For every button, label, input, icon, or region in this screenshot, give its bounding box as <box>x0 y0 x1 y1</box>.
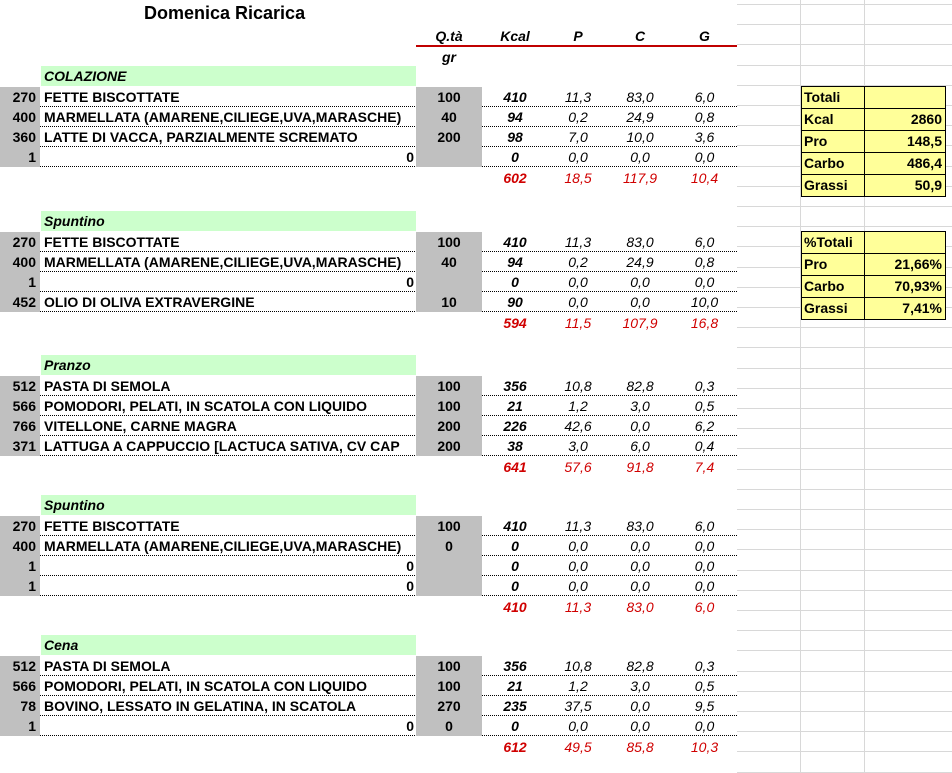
section-header[interactable]: COLAZIONE <box>41 66 416 86</box>
section-header[interactable]: Spuntino <box>41 211 416 231</box>
quantity-cell[interactable]: 100 <box>416 396 482 416</box>
fat-cell[interactable]: 6,2 <box>694 418 715 434</box>
food-row[interactable] <box>0 127 737 147</box>
food-code-cell[interactable]: 1 <box>0 716 40 736</box>
total-kcal[interactable]: 602 <box>503 170 527 186</box>
protein-cell[interactable]: 11,3 <box>564 518 592 534</box>
fat-cell[interactable]: 0,0 <box>694 718 715 734</box>
carb-cell[interactable]: 0,0 <box>630 294 650 310</box>
header-kcal[interactable]: Kcal <box>500 28 530 44</box>
percent-label: Carbo <box>804 278 845 294</box>
totals-row[interactable] <box>802 131 945 153</box>
protein-cell[interactable]: 10,8 <box>564 658 592 674</box>
grid-row-line <box>737 610 952 611</box>
carb-cell[interactable]: 0,0 <box>630 558 650 574</box>
fat-cell[interactable]: 9,5 <box>694 698 715 714</box>
food-code-cell[interactable]: 360 <box>0 127 40 147</box>
header-qty[interactable]: Q.tà <box>435 28 463 44</box>
grid-row-line <box>737 206 952 207</box>
food-code-cell[interactable]: 270 <box>0 87 40 107</box>
quantity-cell[interactable]: 100 <box>416 656 482 676</box>
totals-row[interactable] <box>802 153 945 175</box>
total-protein[interactable]: 11,5 <box>564 315 592 331</box>
grid-row-line <box>737 529 952 530</box>
kcal-cell[interactable]: 94 <box>507 254 523 270</box>
grid-row-line <box>737 44 952 45</box>
protein-cell[interactable]: 11,3 <box>564 89 592 105</box>
section-header[interactable]: Pranzo <box>41 355 416 375</box>
header-g[interactable]: G <box>699 28 710 44</box>
fat-cell[interactable]: 0,0 <box>694 274 715 290</box>
carb-cell[interactable]: 0,0 <box>630 149 650 165</box>
food-code-cell[interactable]: 270 <box>0 516 40 536</box>
header-c[interactable]: C <box>634 28 646 44</box>
fat-cell[interactable]: 0,5 <box>694 678 715 694</box>
carb-cell[interactable]: 3,0 <box>630 678 650 694</box>
percent-header: %Totali <box>804 234 853 250</box>
quantity-cell[interactable]: 100 <box>416 87 482 107</box>
fat-cell[interactable]: 6,0 <box>694 89 715 105</box>
grid-row-line <box>737 509 952 510</box>
protein-cell[interactable]: 0,0 <box>568 578 588 594</box>
quantity-cell[interactable]: 100 <box>416 516 482 536</box>
protein-cell[interactable]: 11,3 <box>564 234 592 250</box>
grid-row-line <box>737 489 952 490</box>
totals-label: Carbo <box>804 155 845 171</box>
percent-box <box>801 231 946 320</box>
food-name-cell[interactable]: POMODORI, PELATI, IN SCATOLA CON LIQUIDO <box>44 398 368 414</box>
grid-row-line <box>737 570 952 571</box>
grid-row-line <box>737 630 952 631</box>
food-code-cell[interactable]: 452 <box>0 292 40 312</box>
carb-cell[interactable]: 83,0 <box>626 234 654 250</box>
food-code-cell[interactable]: 1 <box>0 272 40 292</box>
protein-cell[interactable]: 7,0 <box>568 129 588 145</box>
food-name-cell[interactable]: PASTA DI SEMOLA <box>44 378 171 394</box>
carb-cell[interactable]: 83,0 <box>626 518 654 534</box>
grid-row-line <box>737 65 952 66</box>
total-carb[interactable]: 117,9 <box>623 170 657 186</box>
quantity-cell[interactable] <box>416 272 482 292</box>
section-total-row <box>482 737 737 757</box>
total-fat[interactable]: 10,3 <box>690 739 719 755</box>
carb-cell[interactable]: 0,0 <box>630 578 650 594</box>
food-code-cell[interactable]: 512 <box>0 376 40 396</box>
quantity-cell[interactable]: 100 <box>416 232 482 252</box>
food-row[interactable] <box>0 252 737 272</box>
grid-row-line <box>737 731 952 732</box>
food-row[interactable] <box>0 87 737 107</box>
carb-cell[interactable]: 83,0 <box>626 89 654 105</box>
food-row[interactable] <box>0 696 737 716</box>
quantity-cell[interactable]: 0 <box>416 536 482 556</box>
food-name-cell[interactable]: PASTA DI SEMOLA <box>44 658 171 674</box>
carb-cell[interactable]: 0,0 <box>630 274 650 290</box>
protein-cell[interactable]: 10,8 <box>564 378 592 394</box>
quantity-cell[interactable]: 200 <box>416 416 482 436</box>
food-code-cell[interactable]: 1 <box>0 576 40 596</box>
header-p[interactable]: P <box>573 28 583 44</box>
percent-value: 7,41% <box>902 300 942 316</box>
carb-cell[interactable]: 0,0 <box>630 718 650 734</box>
grid-row-line <box>737 691 952 692</box>
food-code-cell[interactable]: 566 <box>0 396 40 416</box>
quantity-cell[interactable]: 100 <box>416 376 482 396</box>
protein-cell[interactable]: 0,0 <box>568 718 588 734</box>
fat-cell[interactable]: 6,0 <box>694 234 715 250</box>
food-row[interactable] <box>0 292 737 312</box>
kcal-cell[interactable]: 410 <box>503 89 527 105</box>
carb-cell[interactable]: 82,8 <box>626 658 654 674</box>
food-row[interactable] <box>0 436 737 456</box>
food-code-cell[interactable]: 371 <box>0 436 40 456</box>
grid-row-line <box>737 671 952 672</box>
food-code-cell[interactable]: 270 <box>0 232 40 252</box>
grid-row-line <box>737 590 952 591</box>
food-name-cell[interactable]: MARMELLATA (AMARENE,CILIEGE,UVA,MARASCHE) <box>44 109 402 125</box>
protein-cell[interactable]: 0,0 <box>568 538 588 554</box>
food-row[interactable] <box>0 676 737 696</box>
totals-header-row[interactable] <box>802 87 945 109</box>
protein-cell[interactable]: 0,0 <box>568 149 588 165</box>
grid-row-line <box>737 368 952 369</box>
carb-cell[interactable]: 0,0 <box>630 698 650 714</box>
food-name-cell[interactable]: FETTE BISCOTTATE <box>44 89 180 105</box>
protein-cell[interactable]: 0,0 <box>568 558 588 574</box>
kcal-cell[interactable]: 0 <box>511 149 519 165</box>
quantity-cell[interactable] <box>416 576 482 596</box>
food-row[interactable] <box>0 416 737 436</box>
carb-cell[interactable]: 82,8 <box>626 378 654 394</box>
kcal-cell[interactable]: 0 <box>511 558 519 574</box>
kcal-cell[interactable]: 356 <box>503 378 527 394</box>
protein-cell[interactable]: 0,0 <box>568 274 588 290</box>
quantity-cell[interactable] <box>416 147 482 167</box>
kcal-cell[interactable]: 410 <box>503 234 527 250</box>
food-row[interactable] <box>0 147 737 167</box>
total-fat[interactable]: 6,0 <box>694 599 715 615</box>
kcal-cell[interactable]: 356 <box>503 658 527 674</box>
food-code-cell[interactable]: 566 <box>0 676 40 696</box>
food-name-cell[interactable]: 0 <box>406 558 414 574</box>
food-code-cell[interactable]: 512 <box>0 656 40 676</box>
section-total-row <box>482 313 737 333</box>
food-name-cell[interactable]: LATTE DI VACCA, PARZIALMENTE SCREMATO <box>44 129 358 145</box>
food-row[interactable] <box>0 516 737 536</box>
totals-header: Totali <box>804 89 841 105</box>
grid-row-line <box>737 650 952 651</box>
food-name-cell[interactable]: 0 <box>406 149 414 165</box>
percent-row[interactable] <box>802 298 945 319</box>
total-kcal[interactable]: 612 <box>503 739 527 755</box>
quantity-cell[interactable]: 200 <box>416 127 482 147</box>
food-name-cell[interactable]: POMODORI, PELATI, IN SCATOLA CON LIQUIDO <box>44 678 368 694</box>
kcal-cell[interactable]: 94 <box>507 109 523 125</box>
food-name-cell[interactable]: MARMELLATA (AMARENE,CILIEGE,UVA,MARASCHE) <box>44 254 402 270</box>
percent-row[interactable] <box>802 276 945 298</box>
protein-cell[interactable]: 3,0 <box>568 438 588 454</box>
total-protein[interactable]: 49,5 <box>564 739 592 755</box>
protein-cell[interactable]: 1,2 <box>568 678 588 694</box>
total-kcal[interactable]: 410 <box>503 599 527 615</box>
quantity-cell[interactable]: 0 <box>416 716 482 736</box>
food-name-cell[interactable]: MARMELLATA (AMARENE,CILIEGE,UVA,MARASCHE) <box>44 538 402 554</box>
totals-value: 486,4 <box>906 155 942 171</box>
total-kcal[interactable]: 641 <box>503 459 527 475</box>
quantity-cell[interactable]: 270 <box>416 696 482 716</box>
section-header[interactable]: Cena <box>41 635 416 655</box>
food-code-cell[interactable]: 766 <box>0 416 40 436</box>
protein-cell[interactable]: 0,2 <box>568 109 588 125</box>
percent-label: Pro <box>804 256 828 272</box>
percent-header-row[interactable] <box>802 232 945 254</box>
fat-cell[interactable]: 0,0 <box>694 558 715 574</box>
kcal-cell[interactable]: 0 <box>511 718 519 734</box>
grid-row-line <box>737 226 952 227</box>
kcal-cell[interactable]: 0 <box>511 274 519 290</box>
grid-row-line <box>737 469 952 470</box>
totals-row[interactable] <box>802 175 945 196</box>
percent-value: 70,93% <box>894 278 942 294</box>
food-code-cell[interactable]: 1 <box>0 147 40 167</box>
grid-row-line <box>737 24 952 25</box>
food-name-cell[interactable]: LATTUGA A CAPPUCCIO [LACTUCA SATIVA, CV CAP <box>44 438 400 454</box>
food-row[interactable] <box>0 576 737 596</box>
carb-cell[interactable]: 24,9 <box>626 254 654 270</box>
total-kcal[interactable]: 594 <box>503 315 527 331</box>
total-protein[interactable]: 18,5 <box>564 170 592 186</box>
carb-cell[interactable]: 24,9 <box>626 109 654 125</box>
food-code-cell[interactable]: 400 <box>0 107 40 127</box>
quantity-cell[interactable]: 10 <box>416 292 482 312</box>
total-carb[interactable]: 107,9 <box>622 315 658 331</box>
quantity-cell[interactable]: 200 <box>416 436 482 456</box>
food-code-cell[interactable]: 1 <box>0 556 40 576</box>
grid-row-line <box>737 347 952 348</box>
sheet-title: Domenica Ricarica <box>144 3 306 23</box>
food-row[interactable] <box>0 716 737 736</box>
total-carb[interactable]: 91,8 <box>626 459 654 475</box>
protein-cell[interactable]: 42,6 <box>564 418 592 434</box>
carb-cell[interactable]: 3,0 <box>630 398 650 414</box>
total-carb[interactable]: 85,8 <box>626 739 654 755</box>
food-code-cell[interactable]: 78 <box>0 696 40 716</box>
food-name-cell[interactable]: BOVINO, LESSATO IN GELATINA, IN SCATOLA <box>44 698 357 714</box>
total-carb[interactable]: 83,0 <box>626 599 654 615</box>
header-underline <box>416 45 737 47</box>
fat-cell[interactable]: 6,0 <box>694 518 715 534</box>
quantity-cell[interactable]: 100 <box>416 676 482 696</box>
fat-cell[interactable]: 3,6 <box>694 129 715 145</box>
protein-cell[interactable]: 0,2 <box>568 254 588 270</box>
total-fat[interactable]: 16,8 <box>690 315 719 331</box>
food-row[interactable] <box>0 232 737 252</box>
kcal-cell[interactable]: 0 <box>511 538 519 554</box>
totals-row[interactable] <box>802 109 945 131</box>
grid-row-line <box>737 549 952 550</box>
kcal-cell[interactable]: 235 <box>503 698 527 714</box>
fat-cell[interactable]: 0,0 <box>694 578 715 594</box>
quantity-cell[interactable] <box>416 556 482 576</box>
fat-cell[interactable]: 0,3 <box>694 378 715 394</box>
fat-cell[interactable]: 0,8 <box>694 254 715 270</box>
food-row[interactable] <box>0 107 737 127</box>
food-name-cell[interactable]: FETTE BISCOTTATE <box>44 518 180 534</box>
section-total-row <box>482 457 737 477</box>
food-name-cell[interactable]: FETTE BISCOTTATE <box>44 234 180 250</box>
kcal-cell[interactable]: 226 <box>503 418 527 434</box>
grid-row-line <box>737 428 952 429</box>
quantity-cell[interactable]: 40 <box>416 107 482 127</box>
food-row[interactable] <box>0 376 737 396</box>
fat-cell[interactable]: 0,0 <box>694 538 715 554</box>
fat-cell[interactable]: 0,4 <box>694 438 715 454</box>
totals-label: Pro <box>804 133 828 149</box>
food-code-cell[interactable]: 400 <box>0 536 40 556</box>
grid-row-line <box>737 4 952 5</box>
protein-cell[interactable]: 37,5 <box>564 698 592 714</box>
header-unit[interactable]: gr <box>442 49 456 65</box>
food-row[interactable] <box>0 536 737 556</box>
grid-row-line <box>737 327 952 328</box>
section-total-row <box>482 168 737 188</box>
carb-cell[interactable]: 0,0 <box>630 538 650 554</box>
food-name-cell[interactable]: 0 <box>406 718 414 734</box>
food-row[interactable] <box>0 396 737 416</box>
grid-row-line <box>737 408 952 409</box>
percent-row[interactable] <box>802 254 945 276</box>
kcal-cell[interactable]: 410 <box>503 518 527 534</box>
food-row[interactable] <box>0 556 737 576</box>
food-row[interactable] <box>0 272 737 292</box>
carb-cell[interactable]: 6,0 <box>630 438 650 454</box>
grid-row-line <box>737 448 952 449</box>
food-row[interactable] <box>0 656 737 676</box>
food-code-cell[interactable]: 400 <box>0 252 40 272</box>
carb-cell[interactable]: 0,0 <box>630 418 650 434</box>
kcal-cell[interactable]: 21 <box>507 398 523 414</box>
fat-cell[interactable]: 10,0 <box>690 294 719 310</box>
total-protein[interactable]: 57,6 <box>564 459 592 475</box>
quantity-cell[interactable]: 40 <box>416 252 482 272</box>
protein-cell[interactable]: 0,0 <box>568 294 588 310</box>
grid-row-line <box>737 711 952 712</box>
food-name-cell[interactable]: 0 <box>406 578 414 594</box>
kcal-cell[interactable]: 21 <box>507 678 523 694</box>
protein-cell[interactable]: 1,2 <box>568 398 588 414</box>
total-protein[interactable]: 11,3 <box>564 599 592 615</box>
grid-row-line <box>737 388 952 389</box>
totals-value: 2860 <box>910 111 942 127</box>
total-fat[interactable]: 7,4 <box>694 459 715 475</box>
fat-cell[interactable]: 0,3 <box>694 658 715 674</box>
percent-value: 21,66% <box>894 256 942 272</box>
percent-label: Grassi <box>804 300 848 316</box>
totals-value: 50,9 <box>914 177 942 193</box>
kcal-cell[interactable]: 0 <box>511 578 519 594</box>
totals-label: Grassi <box>804 177 848 193</box>
fat-cell[interactable]: 0,8 <box>694 109 715 125</box>
kcal-cell[interactable]: 98 <box>507 129 523 145</box>
carb-cell[interactable]: 10,0 <box>626 129 654 145</box>
totals-box <box>801 86 946 197</box>
grid-row-line <box>737 751 952 752</box>
totals-label: Kcal <box>804 111 834 127</box>
food-name-cell[interactable]: OLIO DI OLIVA EXTRAVERGINE <box>44 294 255 310</box>
section-header[interactable]: Spuntino <box>41 495 416 515</box>
fat-cell[interactable]: 0,0 <box>694 149 715 165</box>
food-name-cell[interactable]: 0 <box>406 274 414 290</box>
total-fat[interactable]: 10,4 <box>690 170 719 186</box>
food-name-cell[interactable]: VITELLONE, CARNE MAGRA <box>44 418 237 434</box>
kcal-cell[interactable]: 90 <box>507 294 523 310</box>
section-total-row <box>482 597 737 617</box>
fat-cell[interactable]: 0,5 <box>694 398 715 414</box>
kcal-cell[interactable]: 38 <box>507 438 523 454</box>
totals-value: 148,5 <box>906 133 942 149</box>
